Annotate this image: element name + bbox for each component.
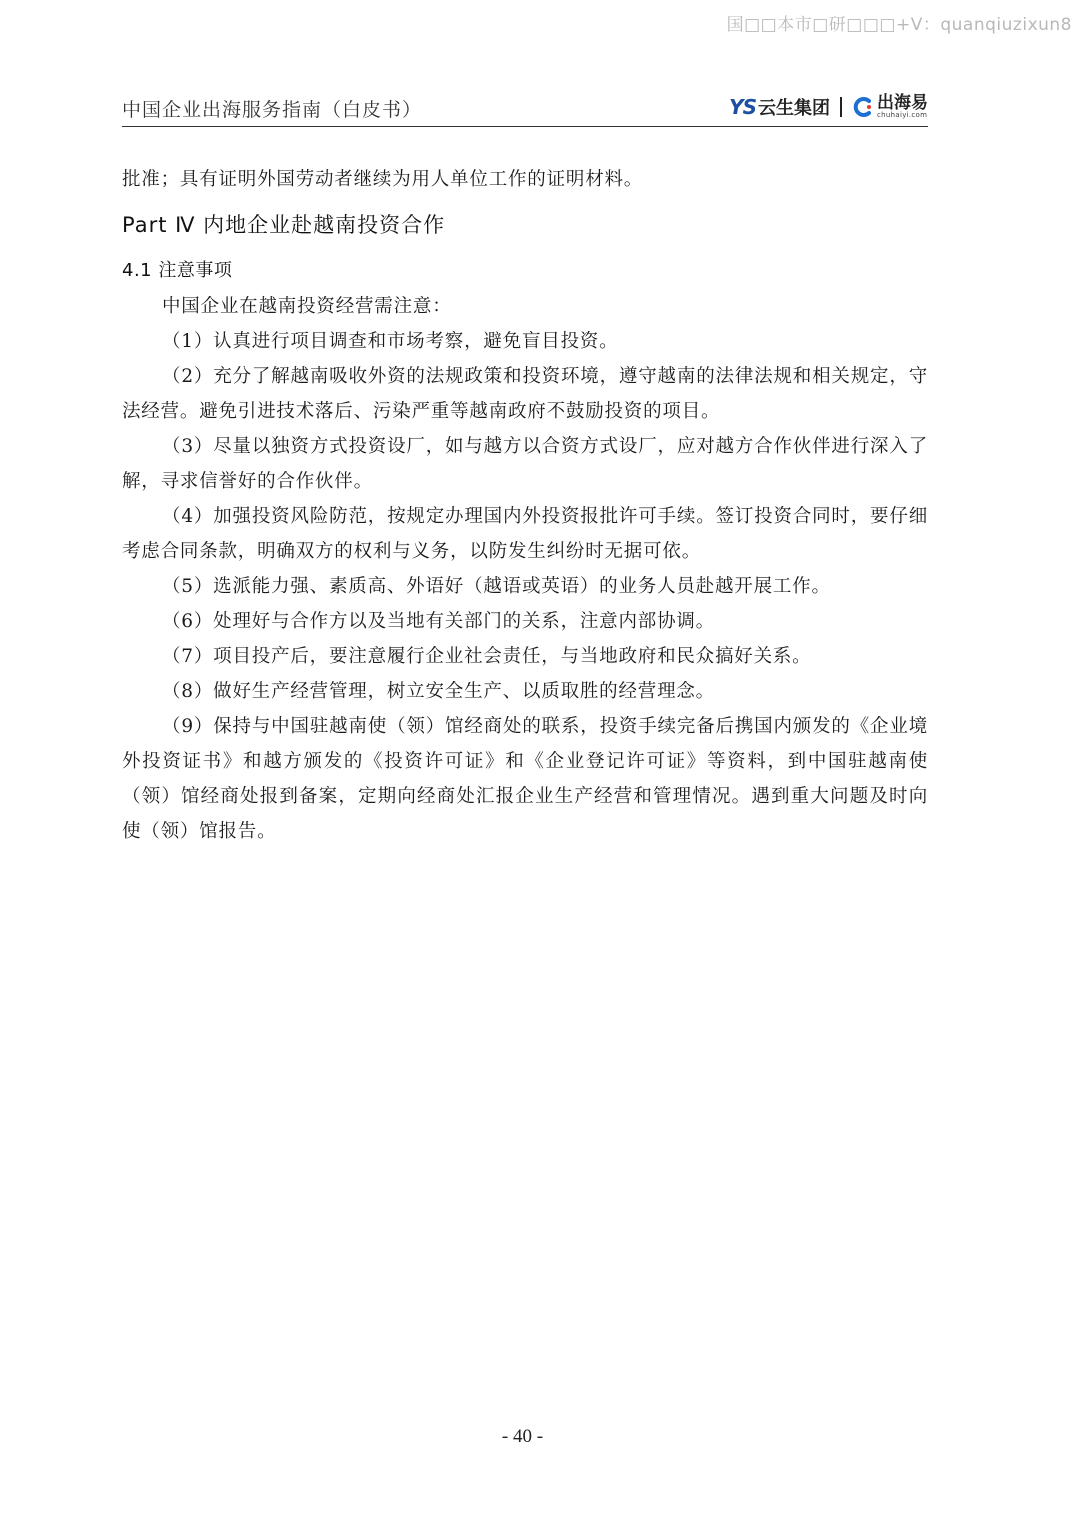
watermark-text: 国□□本市□研□□□+V：quanqiuzixun8 [726,15,1072,35]
chuhaiyi-logo-text: 出海易 [877,93,928,113]
document-body [122,162,928,849]
continuation-line: 批准；具有证明外国劳动者继续为用人单位工作的证明材料。 [122,169,644,190]
header-logos [729,94,928,120]
page-number: - 40 - [501,1426,544,1447]
ys-logo-mark: YS [729,95,756,119]
list-item: （4）加强投资风险防范，按规定办理国内外投资报批许可手续。签订投资合同时，要仔细考虑合同条款，明确双方的权利与义务，以防发生纠纷时无据可依。 [122,506,928,562]
list-item: （5）选派能力强、素质高、外语好（越语或英语）的业务人员赴越开展工作。 [162,576,831,597]
chuhaiyi-c-icon [852,96,874,118]
list-item: （8）做好生产经营管理，树立安全生产、以质取胜的经营理念。 [162,681,715,702]
logo-divider [840,97,842,117]
list-item: （9）保持与中国驻越南使（领）馆经商处的联系，投资手续完备后携国内颁发的《企业境外投资证书》和越方颁发的《投资许可证》和《企业登记许可证》等资料，到中国驻越南使（领）馆经商处报到备案，定期向经商处汇报企业生产经营和管理情况。遇到重大问题及时向使（领）馆报告。 [122,716,928,842]
header-title: 中国企业出海服务指南（白皮书） [122,99,423,121]
chuhaiyi-logo-url: chuhaiyi.com [877,111,928,119]
chuhaiyi-logo [852,95,928,119]
list-item: （3）尽量以独资方式投资设厂，如与越方以合资方式设厂，应对越方合作伙伴进行深入了解，寻求信誉好的合作伙伴。 [122,436,928,492]
list-item: （7）项目投产后，要注意履行企业社会责任，与当地政府和民众搞好关系。 [162,646,812,667]
lead-paragraph: 中国企业在越南投资经营需注意： [162,296,452,317]
yunsheng-logo [729,94,830,120]
page-header [122,92,928,127]
ys-logo-text: 云生集团 [758,98,830,119]
part-title: Part Ⅳ 内地企业赴越南投资合作 [122,213,446,237]
list-item: （6）处理好与合作方以及当地有关部门的关系，注意内部协调。 [162,611,715,632]
section-title: 4.1 注意事项 [122,260,233,281]
list-item: （2）充分了解越南吸收外资的法规政策和投资环境，遵守越南的法律法规和相关规定，守法经营。避免引进技术落后、污染严重等越南政府不鼓励投资的项目。 [122,366,928,422]
list-item: （1）认真进行项目调查和市场考察，避免盲目投资。 [162,331,619,352]
